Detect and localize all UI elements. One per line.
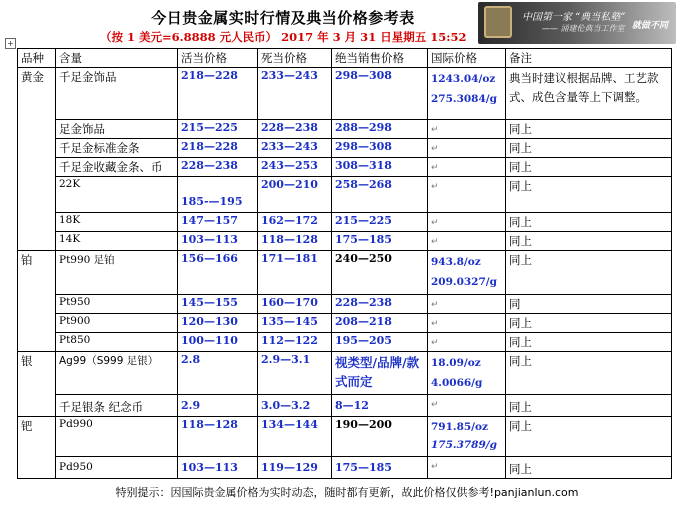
dead-price: 233—243 [258, 68, 332, 120]
note-text: 同上 [506, 395, 672, 417]
row-name: 千足金标准金条 [56, 139, 178, 158]
note-text: 同上 [506, 120, 672, 139]
table-row [18, 232, 672, 251]
table-row [18, 213, 672, 232]
intl-price-palladium [428, 417, 506, 457]
dead-price: 160—170 [258, 295, 332, 314]
intl-per-oz: 1243.04/oz [431, 73, 496, 85]
row-name: Pt950 [56, 295, 178, 314]
live-price: 156—166 [178, 251, 258, 295]
intl-empty: ↵ [428, 213, 506, 232]
logo-slogan: 就做不同 [632, 21, 669, 31]
sale-price: 298—308 [332, 68, 428, 120]
metal-gold: 黄金 [18, 68, 56, 251]
row-name: Pt850 [56, 333, 178, 352]
note-text: 同上 [506, 158, 672, 177]
sale-price: 240—250 [332, 251, 428, 295]
table-row [18, 251, 672, 295]
intl-per-gram: 209.0327/g [431, 276, 497, 288]
row-name: 22K [56, 177, 178, 213]
table-header-row [18, 49, 672, 68]
sale-price: 308—318 [332, 158, 428, 177]
sale-price: 258—268 [332, 177, 428, 213]
sale-price: 视类型/品牌/款式而定 [332, 352, 428, 395]
live-price: 228—238 [178, 158, 258, 177]
footer-notice: 特别提示：因国际贵金属价格为实时动态，随时都有更新，故此价格仅供参考!panjianlun.com [115, 486, 579, 499]
header-sale-price: 绝当销售价格 [332, 49, 428, 68]
metal-palladium: 钯 [18, 417, 56, 479]
row-name: Pd950 [56, 457, 178, 479]
header-dead-price: 死当价格 [258, 49, 332, 68]
note-text: 同上 [506, 251, 672, 295]
dead-price: 112—122 [258, 333, 332, 352]
intl-empty: ↵ [428, 395, 506, 417]
row-name: 千足金收藏金条、币 [56, 158, 178, 177]
note-text: 同上 [506, 333, 672, 352]
intl-per-gram: 4.0066/g [431, 377, 483, 389]
live-price: 118—128 [178, 417, 258, 457]
dead-price: 243—253 [258, 158, 332, 177]
intl-per-oz: 791.85/oz [431, 421, 488, 433]
dead-price: 171—181 [258, 251, 332, 295]
intl-empty: ↵ [428, 120, 506, 139]
note-text: 同上 [506, 213, 672, 232]
row-name: Pd990 [56, 417, 178, 457]
live-price: 100—110 [178, 333, 258, 352]
table-row [18, 395, 672, 417]
table-row [18, 352, 672, 395]
intl-per-gram: 175.3789/g [431, 439, 497, 451]
note-text: 同上 [506, 417, 672, 457]
logo-line-2: —— 涌建伦典当工作室 [542, 24, 625, 33]
dead-price: 134—144 [258, 417, 332, 457]
dead-price: 135—145 [258, 314, 332, 333]
table-row [18, 295, 672, 314]
live-price: 218—228 [178, 139, 258, 158]
dead-price: 3.0—3.2 [258, 395, 332, 417]
sale-price: 298—308 [332, 139, 428, 158]
dead-price: 162—172 [258, 213, 332, 232]
row-name: 千足银条 纪念币 [56, 395, 178, 417]
intl-per-gram: 275.3084/g [431, 93, 497, 105]
table-row [18, 177, 672, 213]
seal-icon [484, 6, 512, 38]
live-price: 120—130 [178, 314, 258, 333]
table-row [18, 333, 672, 352]
intl-per-oz: 18.09/oz [431, 357, 481, 369]
logo-line-1: 中国第一家 “典当私塾” [522, 12, 626, 23]
sale-price: 8—12 [332, 395, 428, 417]
metal-silver: 银 [18, 352, 56, 417]
row-name: Ag99（S999 足银） [56, 352, 178, 395]
dead-price: 119—129 [258, 457, 332, 479]
row-name: Pt900 [56, 314, 178, 333]
sale-price: 208—218 [332, 314, 428, 333]
page-title: 今日贵金属实时行情及典当价格参考表 [151, 9, 415, 27]
intl-price-silver [428, 352, 506, 395]
table-row [18, 120, 672, 139]
sale-price: 215—225 [332, 213, 428, 232]
note-text: 同上 [506, 177, 672, 213]
intl-per-oz: 943.8/oz [431, 256, 481, 268]
exchange-rate-date: （按 1 美元=6.8888 元人民币） 2017 年 3 月 31 日星期五 15:52 [100, 30, 467, 44]
live-price: 103—113 [178, 232, 258, 251]
row-name: 14K [56, 232, 178, 251]
sale-price: 175—185 [332, 232, 428, 251]
table-row [18, 417, 672, 457]
note-text: 同上 [506, 352, 672, 395]
note-text: 同上 [506, 232, 672, 251]
intl-price-platinum [428, 251, 506, 295]
table-row [18, 457, 672, 479]
intl-empty: ↵ [428, 232, 506, 251]
studio-logo [478, 2, 676, 44]
intl-empty: ↵ [428, 139, 506, 158]
row-name: 18K [56, 213, 178, 232]
table-move-handle-icon[interactable]: + [5, 38, 16, 49]
row-name: 千足金饰品 [56, 68, 178, 120]
note-text: 同 [506, 295, 672, 314]
sale-price: 228—238 [332, 295, 428, 314]
header-metal: 品种 [18, 49, 56, 68]
intl-price-gold [428, 68, 506, 120]
live-price: 215—225 [178, 120, 258, 139]
sale-price: 288—298 [332, 120, 428, 139]
table-row [18, 139, 672, 158]
live-price: 103—113 [178, 457, 258, 479]
intl-empty: ↵ [428, 333, 506, 352]
live-price: 218—228 [178, 68, 258, 120]
intl-empty: ↵ [428, 314, 506, 333]
dead-price: 118—128 [258, 232, 332, 251]
intl-empty: ↵ [428, 177, 506, 213]
price-table [17, 48, 672, 479]
header-live-price: 活当价格 [178, 49, 258, 68]
intl-empty: ↵ [428, 457, 506, 479]
live-price: 2.8 [178, 352, 258, 395]
sale-price: 190—200 [332, 417, 428, 457]
live-price: 145—155 [178, 295, 258, 314]
dead-price: 2.9—3.1 [258, 352, 332, 395]
dead-price: 233—243 [258, 139, 332, 158]
dead-price: 200—210 [258, 177, 332, 213]
header-note: 备注 [506, 49, 672, 68]
intl-empty: ↵ [428, 158, 506, 177]
note-text: 同上 [506, 139, 672, 158]
row-name: Pt990 足铂 [56, 251, 178, 295]
sale-price: 175—185 [332, 457, 428, 479]
row-name: 足金饰品 [56, 120, 178, 139]
header-content: 含量 [56, 49, 178, 68]
note-text: 同上 [506, 314, 672, 333]
table-row [18, 314, 672, 333]
metal-platinum: 铂 [18, 251, 56, 352]
sale-price: 195—205 [332, 333, 428, 352]
live-price: 185-—195 [178, 177, 258, 213]
table-row [18, 68, 672, 120]
note-text: 同上 [506, 457, 672, 479]
intl-empty: ↵ [428, 295, 506, 314]
live-price: 2.9 [178, 395, 258, 417]
table-row [18, 158, 672, 177]
live-price: 147—157 [178, 213, 258, 232]
header-intl-price: 国际价格 [428, 49, 506, 68]
dead-price: 228—238 [258, 120, 332, 139]
note-text: 典当时建议根据品牌、工艺款式、成色含量等上下调整。 [506, 68, 672, 120]
